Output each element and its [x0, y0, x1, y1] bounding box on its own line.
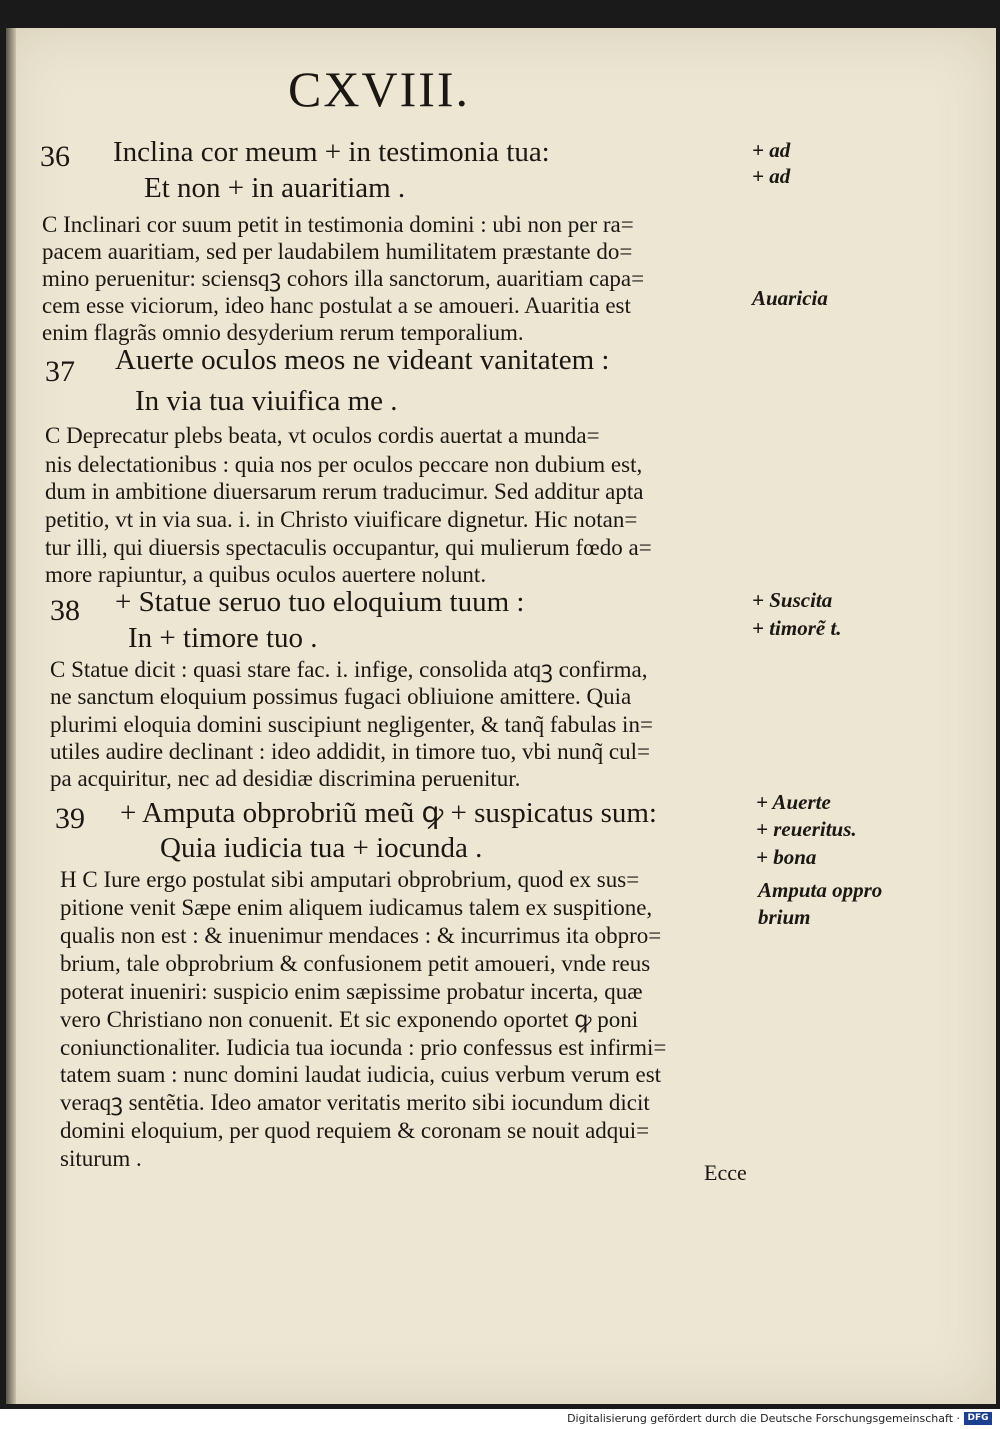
page-spine-shadow — [6, 28, 16, 1404]
verse-line: Quia iudicia tua + iocunda . — [160, 832, 483, 864]
dfg-logo-icon: DFG — [964, 1412, 992, 1425]
marginal-note: Amputa oppro — [758, 878, 883, 902]
catchword: Ecce — [704, 1160, 747, 1185]
marginal-note: + ad — [752, 138, 791, 162]
commentary-line: H C Iure ergo postulat sibi amputari obprobrium, quod ex sus= — [60, 867, 640, 892]
marginal-note: + Suscita — [752, 588, 833, 612]
commentary-line: vero Christiano non conuenit. Et sic exponendo oportet ꝙ poni — [60, 1007, 639, 1032]
verse-number: 39 — [55, 802, 85, 835]
commentary-line: C Inclinari cor suum petit in testimonia domini : ubi non per ra= — [42, 212, 634, 237]
verse-line: In via tua viuifica me . — [135, 385, 398, 417]
commentary-line: enim flagrãs omnio desyderium rerum temporalium. — [42, 320, 524, 345]
commentary-line: C Statue dicit : quasi stare fac. i. infige, consolida atqꝫ confirma, — [50, 657, 648, 682]
marginal-note: + ad — [752, 164, 791, 188]
commentary-line: petitio, vt in via sua. i. in Christo viuificare dignetur. Hic notan= — [45, 507, 638, 532]
verse-line: + Statue seruo tuo eloquium tuum : — [115, 586, 525, 618]
commentary-line: cem esse viciorum, ideo hanc postulat a se amoueri. Auaritia est — [42, 293, 631, 318]
commentary-line: nis delectationibus : quia nos per oculos peccare non dubium est, — [45, 452, 643, 477]
commentary-line: veraqꝫ sentẽtia. Ideo amator veritatis merito sibi iocundum dicit — [60, 1090, 650, 1115]
commentary-line: tatem suam : nunc domini laudat iudicia, cuius verbum verum est — [60, 1062, 662, 1087]
footer-credit: Digitalisierung gefördert durch die Deutsche Forschungsgemeinschaft · — [567, 1412, 960, 1425]
commentary-line: siturum . — [60, 1146, 142, 1171]
commentary-line: more rapiuntur, a quibus oculos auertere nolunt. — [45, 562, 487, 587]
marginal-note: + timorẽ t. — [752, 616, 842, 640]
commentary-line: dum in ambitione diuersarum rerum traducimur. Sed additur apta — [45, 479, 644, 504]
marginal-note: Auaricia — [752, 286, 828, 310]
verse-line: Auerte oculos meos ne videant vanitatem : — [115, 344, 610, 376]
page-header: CXVIII. — [288, 61, 471, 117]
marginal-note: + reueritus. — [756, 817, 857, 841]
commentary-line: plurimi eloquia domini suscipiunt negligenter, & tanq̃ fabulas in= — [50, 712, 653, 737]
marginal-note: + Auerte — [756, 790, 831, 814]
verse-number: 36 — [40, 140, 70, 173]
verse-line: Inclina cor meum + in testimonia tua: — [113, 136, 550, 168]
commentary-line: C Deprecatur plebs beata, vt oculos cordis auertat a munda= — [45, 423, 600, 448]
commentary-line: brium, tale obprobrium & confusionem petit amoueri, vnde reus — [60, 951, 651, 976]
verse-line: In + timore tuo . — [128, 622, 318, 654]
verse-line: Et non + in auaritiam . — [144, 172, 406, 204]
commentary-line: tur illi, qui diuersis spectaculis occupantur, qui mulierum fœdo a= — [45, 535, 652, 560]
commentary-line: qualis non est : & inuenimur mendaces : & incurrimus ita obpro= — [60, 923, 662, 948]
commentary-line: poterat inueniri: suspicio enim sæpissime probatur incerta, quæ — [60, 979, 643, 1004]
commentary-line: ne sanctum eloquium possimus fugaci obliuione amittere. Quia — [50, 684, 632, 709]
commentary-line: pacem auaritiam, sed per laudabilem humilitatem præstante do= — [42, 239, 633, 264]
marginal-note: + bona — [756, 845, 817, 869]
verse-line: + Amputa obprobriũ meũ ꝙ + suspicatus sum: — [120, 797, 657, 829]
marginal-note: brium — [758, 905, 811, 929]
commentary-line: pa acquiritur, nec ad desidiæ discrimina peruenitur. — [50, 766, 521, 791]
commentary-line: coniunctionaliter. Iudicia tua iocunda : prio confessus est infirmi= — [60, 1035, 667, 1060]
verse-number: 38 — [50, 594, 80, 627]
verse-number: 37 — [45, 355, 75, 388]
commentary-line: utiles audire declinant : ideo addidit, in timore tuo, vbi nunq̃ cul= — [50, 739, 650, 764]
commentary-line: pitione venit Sæpe enim aliquem iudicamus talem ex suspitione, — [60, 895, 653, 920]
commentary-line: mino peruenitur: sciensqꝫ cohors illa sanctorum, auaritiam capa= — [42, 266, 645, 291]
commentary-line: domini eloquium, per quod requiem & coronam se nouit adqui= — [60, 1118, 650, 1143]
footer-bar — [0, 1409, 1000, 1429]
